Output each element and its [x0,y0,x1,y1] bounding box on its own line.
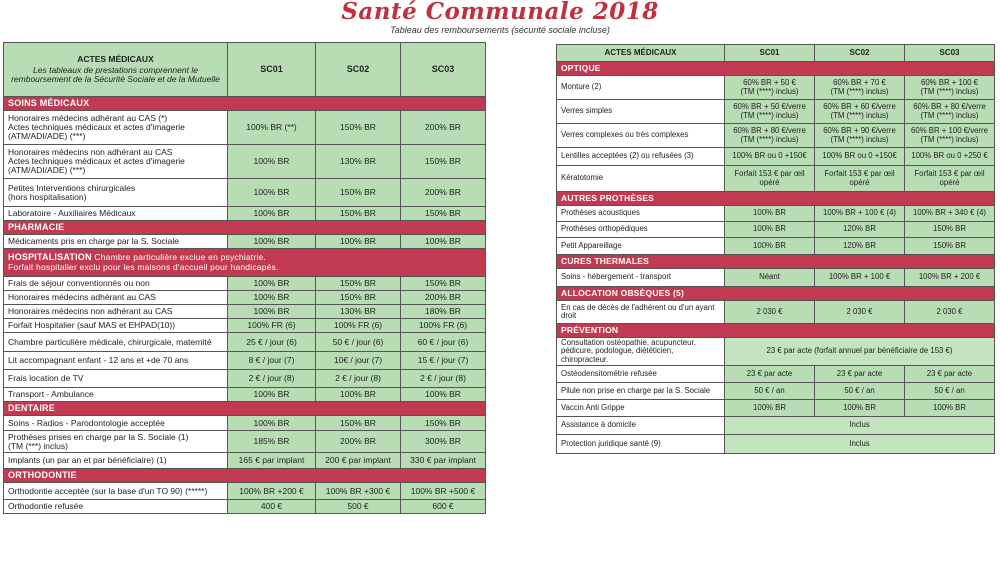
header-acts-cell [4,43,228,97]
row-value-sc03: 60% BR + 80 €/verre (TM (****) inclus) [905,100,995,124]
section-title-cell [557,287,995,301]
page-subtitle: Tableau des remboursements (sécurité sociale incluse) [390,25,610,35]
row-value-sc01: 100% BR [228,235,316,249]
table-row [557,148,995,166]
row-label: Ostéodensitométrie refusée [557,366,725,383]
row-label: Verres complexes ou très complexes [557,124,725,148]
row-label: Frais location de TV [4,370,228,388]
table-row [557,222,995,238]
row-value-sc02: 100% BR [316,388,401,402]
row-value-sc02: 100% BR [815,400,905,417]
row-value-sc03: 330 € par implant [401,453,486,469]
section-title: DENTAIRE [8,402,55,413]
row-label: Chambre particulière médicale, chirurgicale, maternité [4,333,228,352]
row-value-sc03: 200% BR [401,291,486,305]
row-value-sc01: 2 030 € [725,301,815,324]
row-label: Pilule non prise en charge par la S. Sociale [557,383,725,400]
row-label: Honoraires médecins non adhérant au CAS Actes techniques médicaux et actes d'imagerie (ATM/ADI/ADE) (***) [4,145,228,179]
row-label: Prothèses acoustiques [557,206,725,222]
row-label: Lit accompagnant enfant - 12 ans et +de 70 ans [4,352,228,370]
row-label: Petit Appareillage [557,238,725,255]
table-row [557,301,995,324]
section-title: OPTIQUE [561,63,601,74]
row-value-sc02: 120% BR [815,238,905,255]
row-value-sc03: 150% BR [401,277,486,291]
section-title-cell [557,255,995,269]
section-title: ALLOCATION OBSÈQUES (5) [561,288,684,299]
row-value-sc01: 100% BR [228,145,316,179]
section-header-row [4,402,486,416]
row-value-sc02: Forfait 153 € par œil opéré [815,166,905,192]
table-row [557,206,995,222]
row-value-sc01: 100% BR [228,207,316,221]
row-label: Laboratoire - Auxiliaires Médicaux [4,207,228,221]
row-value-sc03: 200% BR [401,111,486,145]
row-value-sc02: 130% BR [316,305,401,319]
row-value-sc02: 200 € par implant [316,453,401,469]
row-value-sc03: 300% BR [401,431,486,453]
row-label: Implants (un par an et par bénéficiaire) (1) [4,453,228,469]
section-header-row [4,249,486,277]
row-value-sc02: 100% BR + 100 € [815,269,905,287]
section-title: SOINS MÉDICAUX [8,97,90,108]
row-value-sc01: 8 € / jour (7) [228,352,316,370]
row-value-sc01: 100% BR (**) [228,111,316,145]
row-value-sc03: 100% BR ou 0 +250 € [905,148,995,166]
row-label: Honoraires médecins adhérant au CAS [4,291,228,305]
table-row [557,338,995,366]
row-value-sc02: 150% BR [316,111,401,145]
section-title: PHARMACIE [8,221,65,232]
section-title-cell [4,221,486,235]
table-row [4,333,486,352]
table-row [4,483,486,500]
row-value-sc03: 100% BR + 200 € [905,269,995,287]
row-value-sc02: 100% FR (6) [316,319,401,333]
row-value-sc01: 100% BR [228,179,316,207]
row-value-sc03: 2 € / jour (8) [401,370,486,388]
row-label: Honoraires médecins non adhérant au CAS [4,305,228,319]
row-label: Consultation ostéopathie, acupuncteur, pédicure, podologue, diététicien, chiropracteur. [557,338,725,366]
row-value-sc01: 100% BR [228,291,316,305]
row-value-sc03: 150% BR [401,207,486,221]
row-value-sc03: 200% BR [401,179,486,207]
row-label: Transport - Ambulance [4,388,228,402]
row-value-sc02: 150% BR [316,207,401,221]
row-value-sc03: 150% BR [905,238,995,255]
row-value-sc01: 50 € / an [725,383,815,400]
row-value-sc01: Forfait 153 € par œil opéré [725,166,815,192]
row-label: Frais de séjour conventionnés ou non [4,277,228,291]
table-row [4,453,486,469]
table-row [4,319,486,333]
header-plan-sc03: SC03 [905,45,995,62]
row-value-all-plans: Inclus [725,417,995,435]
row-value-sc01: 185% BR [228,431,316,453]
table-row [557,366,995,383]
row-label: Monture (2) [557,76,725,100]
row-value-sc02: 23 € par acte [815,366,905,383]
section-note: Chambre particulière exclue en psychiatrie. Forfait hospitalier exclu pour les maisons d'accueil pour handicapés. [8,252,279,272]
table-row [4,352,486,370]
section-title: PRÉVENTION [561,325,619,336]
header-plan-sc03: SC03 [401,43,486,97]
header-acts-label: ACTES MÉDICAUX [604,47,677,57]
row-value-sc03: 23 € par acte [905,366,995,383]
row-value-sc03: 60% BR + 100 €/verre (TM (****) inclus) [905,124,995,148]
row-label: Protection juridique santé (9) [557,435,725,454]
row-value-sc02: 2 030 € [815,301,905,324]
section-title-cell [4,469,486,483]
table-row [557,435,995,454]
row-label: En cas de décès de l'adhérent ou d'un ayant droit [557,301,725,324]
table-row [557,383,995,400]
header-plan-sc02: SC02 [316,43,401,97]
table-row [557,100,995,124]
row-value-sc03: 150% BR [401,145,486,179]
row-value-sc02: 200% BR [316,431,401,453]
page-title: Santé Communale 2018 [341,0,659,25]
table-row [557,417,995,435]
row-label: Vaccin Anti Grippe [557,400,725,417]
row-label: Lentilles acceptées (2) ou refusées (3) [557,148,725,166]
row-value-sc01: 100% BR [228,416,316,431]
table-row [4,370,486,388]
row-value-sc02: 100% BR +300 € [316,483,401,500]
row-value-sc02: 150% BR [316,277,401,291]
row-value-sc01: 165 € par implant [228,453,316,469]
row-label: Verres simples [557,100,725,124]
row-value-sc02: 60% BR + 70 € (TM (****) inclus) [815,76,905,100]
table-row [4,305,486,319]
table-row [4,291,486,305]
row-label: Kératotomie [557,166,725,192]
table-row [4,500,486,514]
section-header-row [557,287,995,301]
table-row [4,416,486,431]
row-value-sc02: 100% BR [316,235,401,249]
section-title: AUTRES PROTHÈSES [561,193,654,204]
row-value-sc03: 100% BR +500 € [401,483,486,500]
row-value-sc03: 150% BR [401,416,486,431]
row-value-sc03: 50 € / an [905,383,995,400]
table-row [4,207,486,221]
header-plan-sc01: SC01 [725,45,815,62]
table-header-row [4,43,486,97]
section-header-row [4,221,486,235]
row-value-sc01: 100% BR [228,277,316,291]
table-header-row [557,45,995,62]
row-value-sc02: 60% BR + 60 €/verre (TM (****) inclus) [815,100,905,124]
row-value-sc03: 60 € / jour (6) [401,333,486,352]
header-plan-sc02: SC02 [815,45,905,62]
row-value-sc02: 150% BR [316,179,401,207]
row-value-sc01: 23 € par acte [725,366,815,383]
row-value-sc02: 2 € / jour (8) [316,370,401,388]
row-value-sc01: 100% BR +200 € [228,483,316,500]
row-value-sc01: 100% BR [228,305,316,319]
row-label: Orthodontie acceptée (sur la base d'un TO 90) (*****) [4,483,228,500]
row-value-sc03: Forfait 153 € par œil opéré [905,166,995,192]
section-header-row [557,192,995,206]
row-label: Assistance à domicile [557,417,725,435]
row-value-sc01: 2 € / jour (8) [228,370,316,388]
left-benefits-table [3,42,486,514]
section-title: ORTHODONTIE [8,469,77,480]
table-row [4,179,486,207]
section-title-cell [4,402,486,416]
row-value-sc02: 50 € / jour (6) [316,333,401,352]
row-value-sc03: 15 € / jour (7) [401,352,486,370]
row-value-sc03: 60% BR + 100 € (TM (****) inclus) [905,76,995,100]
table-row [557,166,995,192]
row-value-sc03: 180% BR [401,305,486,319]
row-value-sc03: 2 030 € [905,301,995,324]
row-label: Honoraires médecins adhérant au CAS (*) Actes techniques médicaux et actes d'imagerie (ATM/ADI/ADE) (***) [4,111,228,145]
row-value-sc03: 100% BR [401,388,486,402]
section-title-cell [557,62,995,76]
header-plan-sc01: SC01 [228,43,316,97]
table-row [4,388,486,402]
right-benefits-table [556,44,995,454]
table-row [4,111,486,145]
row-value-all-plans: 23 € par acte (forfait annuel par bénéficiaire de 153 €) [725,338,995,366]
table-row [557,76,995,100]
row-value-sc02: 10€ / jour (7) [316,352,401,370]
section-title-cell [4,249,486,277]
table-row [557,269,995,287]
row-value-sc01: 60% BR + 80 €/verre (TM (****) inclus) [725,124,815,148]
row-value-sc01: 100% BR [725,222,815,238]
row-label: Orthodontie refusée [4,500,228,514]
table-row [4,145,486,179]
row-value-sc01: 25 € / jour (6) [228,333,316,352]
section-header-row [557,324,995,338]
row-label: Prothèses prises en charge par la S. Sociale (1) (TM (***) inclus) [4,431,228,453]
table-row [557,124,995,148]
table-row [4,235,486,249]
row-value-sc02: 500 € [316,500,401,514]
row-value-sc01: 100% BR ou 0 +150€ [725,148,815,166]
row-value-sc02: 120% BR [815,222,905,238]
row-value-sc01: 60% BR + 50 € (TM (****) inclus) [725,76,815,100]
row-value-sc03: 150% BR [905,222,995,238]
header-acts-cell [557,45,725,62]
section-header-row [557,255,995,269]
row-value-sc01: 100% BR [725,238,815,255]
row-value-sc02: 50 € / an [815,383,905,400]
row-label: Soins - hébergement - transport [557,269,725,287]
row-label: Forfait Hospitalier (sauf MAS et EHPAD(10)) [4,319,228,333]
section-title: HOSPITALISATION [8,252,92,263]
row-label: Petites Interventions chirurgicales (hors hospitalisation) [4,179,228,207]
row-label: Prothèses orthopédiques [557,222,725,238]
row-value-sc01: 100% BR [725,206,815,222]
row-value-sc03: 600 € [401,500,486,514]
row-value-sc01: 100% BR [725,400,815,417]
row-value-sc02: 100% BR ou 0 +150€ [815,148,905,166]
row-label: Médicaments pris en charge par la S. Sociale [4,235,228,249]
row-value-sc01: Néant [725,269,815,287]
table-row [4,277,486,291]
section-header-row [557,62,995,76]
header-acts-label: ACTES MÉDICAUX [77,54,154,65]
table-row [557,238,995,255]
section-header-row [4,469,486,483]
row-value-sc03: 100% BR [905,400,995,417]
row-value-sc01: 400 € [228,500,316,514]
row-value-sc02: 130% BR [316,145,401,179]
row-value-sc01: 60% BR + 50 €/verre (TM (****) inclus) [725,100,815,124]
section-header-row [4,97,486,111]
row-label: Soins - Radios - Parodontologie acceptée [4,416,228,431]
row-value-sc02: 150% BR [316,416,401,431]
section-title-cell [4,97,486,111]
row-value-sc02: 150% BR [316,291,401,305]
row-value-sc03: 100% BR + 340 € (4) [905,206,995,222]
header-acts-description: Les tableaux de prestations comprennent le remboursement de la Sécurité Sociale et de la Mutuelle [11,65,220,84]
section-title: CURES THERMALES [561,256,650,267]
row-value-sc03: 100% BR [401,235,486,249]
table-row [557,400,995,417]
table-row [4,431,486,453]
row-value-all-plans: Inclus [725,435,995,454]
row-value-sc03: 100% FR (6) [401,319,486,333]
section-title-cell [557,192,995,206]
section-title-cell [557,324,995,338]
row-value-sc02: 60% BR + 90 €/verre (TM (****) inclus) [815,124,905,148]
row-value-sc02: 100% BR + 100 € (4) [815,206,905,222]
row-value-sc01: 100% FR (6) [228,319,316,333]
row-value-sc01: 100% BR [228,388,316,402]
